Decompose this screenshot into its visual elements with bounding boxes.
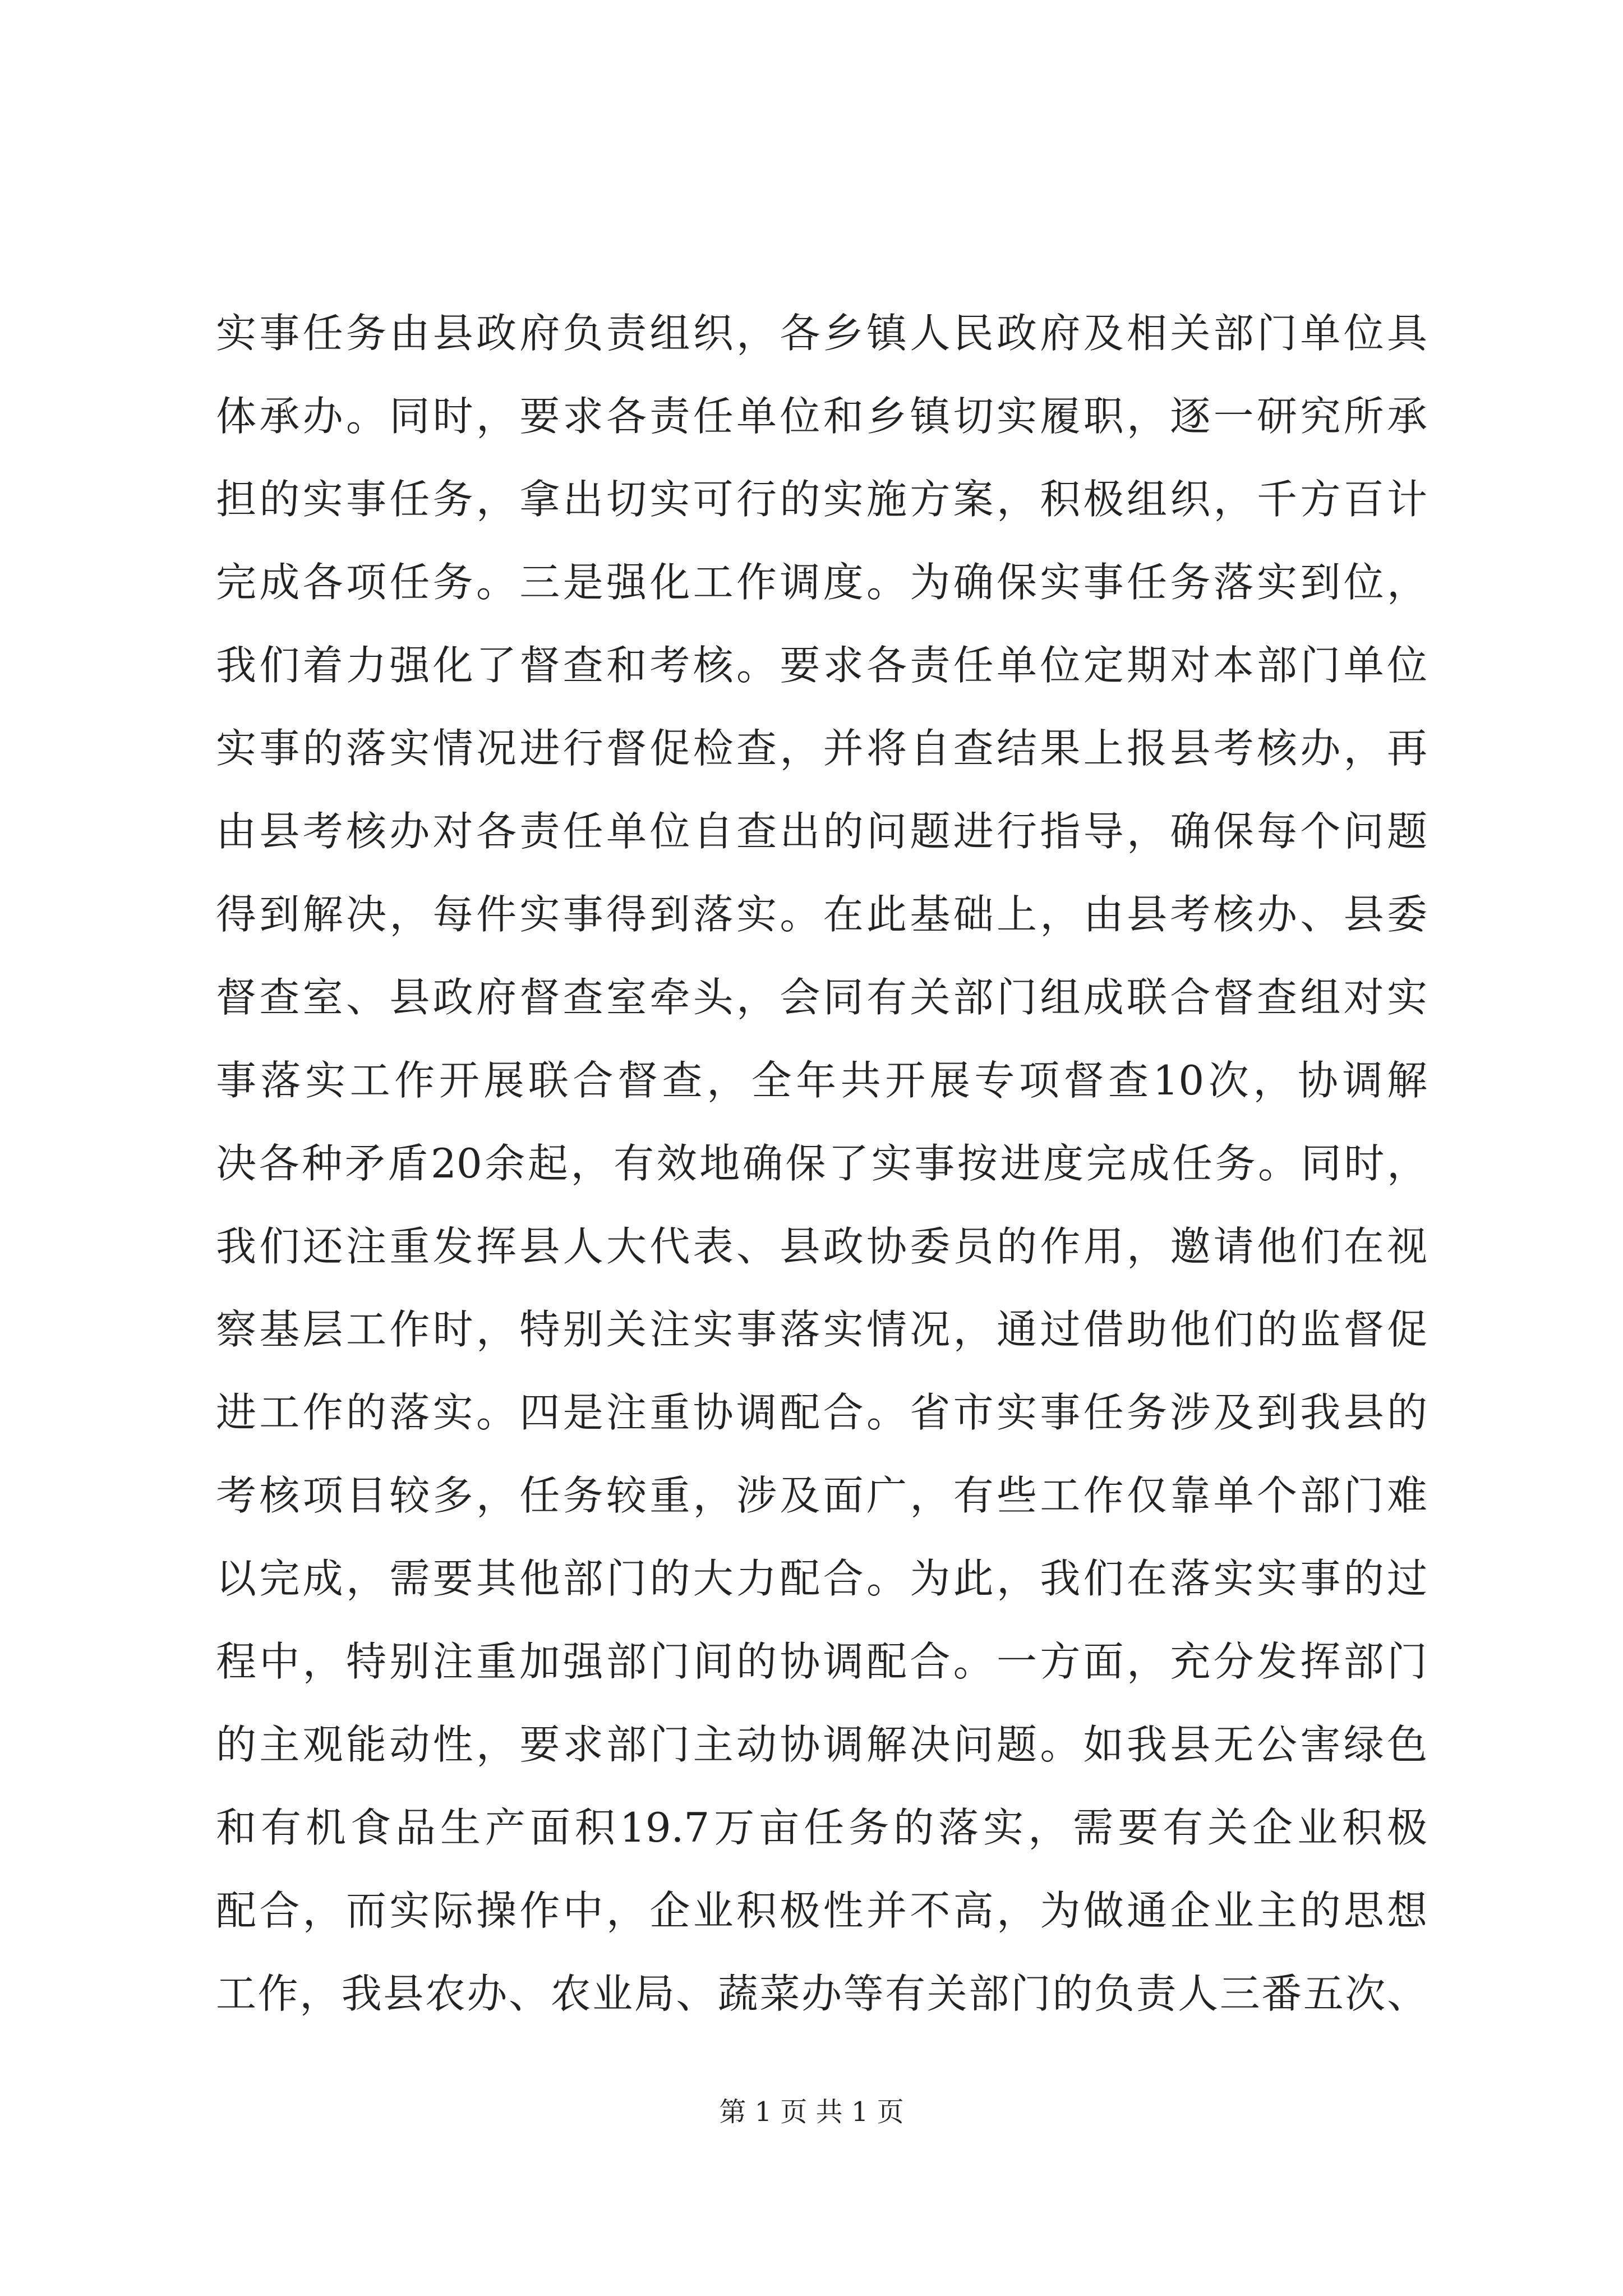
text-line: 和有机食品生产面积19.7万亩任务的落实，需要有关企业积极 (216, 1804, 1427, 1851)
text-line: 我们还注重发挥县人大代表、县政协委员的作用，邀请他们在视 (216, 1223, 1427, 1270)
text-line: 决各种矛盾20余起，有效地确保了实事按进度完成任务。同时， (216, 1140, 1427, 1187)
text-line: 事落实工作开展联合督查，全年共开展专项督查10次，协调解 (216, 1057, 1427, 1104)
text-line: 得到解决，每件实事得到落实。在此基础上，由县考核办、县委 (216, 891, 1427, 938)
text-line: 进工作的落实。四是注重协调配合。省市实事任务涉及到我县的 (216, 1389, 1427, 1436)
text-line: 的主观能动性，要求部门主动协调解决问题。如我县无公害绿色 (216, 1721, 1427, 1768)
text-line: 考核项目较多，任务较重，涉及面广，有些工作仅靠单个部门难 (216, 1472, 1427, 1519)
text-line: 察基层工作时，特别关注实事落实情况，通过借助他们的监督促 (216, 1306, 1427, 1353)
text-line: 实事任务由县政府负责组织，各乡镇人民政府及相关部门单位具 (216, 310, 1427, 357)
text-line: 以完成，需要其他部门的大力配合。为此，我们在落实实事的过 (216, 1555, 1427, 1602)
text-line: 完成各项任务。三是强化工作调度。为确保实事任务落实到位， (216, 559, 1427, 606)
text-line: 工作，我县农办、农业局、蔬菜办等有关部门的负责人三番五次、 (216, 1970, 1427, 2017)
text-line: 实事的落实情况进行督促检查，并将自查结果上报县考核办，再 (216, 725, 1427, 772)
text-line: 体承办。同时，要求各责任单位和乡镇切实履职，逐一研究所承 (216, 393, 1427, 440)
text-line: 我们着力强化了督查和考核。要求各责任单位定期对本部门单位 (216, 642, 1427, 689)
text-line: 督查室、县政府督查室牵头，会同有关部门组成联合督查组对实 (216, 974, 1427, 1021)
body-paragraph (216, 292, 1427, 2035)
text-line: 担的实事任务，拿出切实可行的实施方案，积极组织，千方百计 (216, 476, 1427, 523)
page-footer (0, 2095, 1623, 2129)
text-line: 程中，特别注重加强部门间的协调配合。一方面，充分发挥部门 (216, 1638, 1427, 1685)
text-line: 由县考核办对各责任单位自查出的问题进行指导，确保每个问题 (216, 808, 1427, 855)
page-number-label: 第 1 页 共 1 页 (719, 2096, 904, 2128)
text-line: 配合，而实际操作中，企业积极性并不高，为做通企业主的思想 (216, 1887, 1427, 1934)
